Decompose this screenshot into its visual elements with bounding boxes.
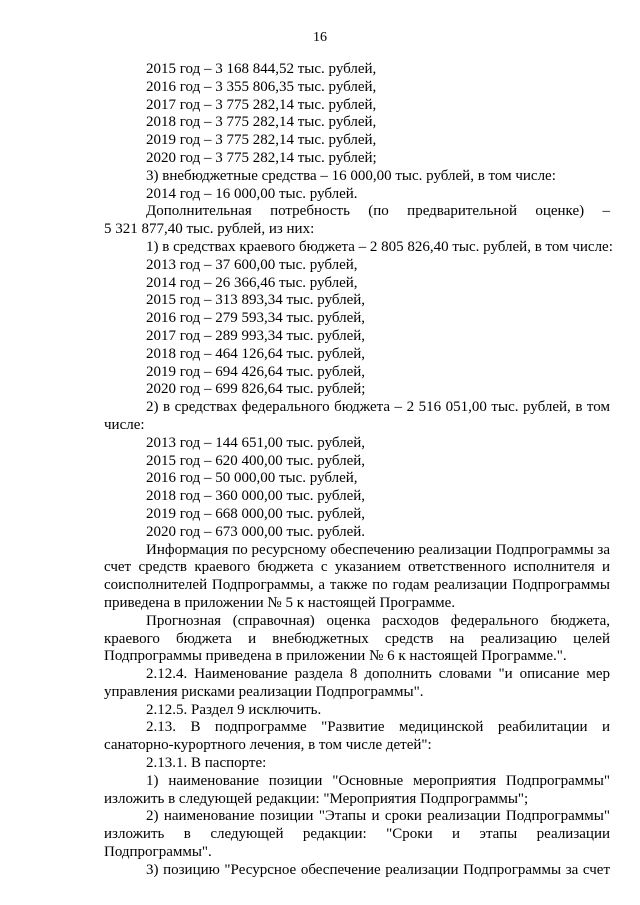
regional-year-line: 2020 год – 699 826,64 тыс. рублей; — [146, 381, 366, 398]
regional-year-line: 2017 год – 289 993,34 тыс. рублей, — [146, 327, 366, 344]
regional-year-line: 2019 год – 694 426,64 тыс. рублей, — [146, 363, 366, 380]
regional-budget-heading: 1) в средствах краевого бюджета – 2 805 826,40 тыс. рублей, в том числе: — [146, 238, 613, 255]
info-resource-paragraph: Информация по ресурсному обеспечению реализации Подпрограммы за счет средств краевого бюджета с указанием ответственного исполнителя и соисполнителей Подпрограммы, а также по годам реализации Подпрограммы приведена в приложении № 5 к настоящей Программе. — [104, 541, 610, 611]
point-3: 3) позицию "Ресурсное обеспечение реализации Подпрограммы за счет — [146, 861, 610, 878]
federal-year-line: 2020 год – 673 000,00 тыс. рублей. — [146, 523, 366, 540]
item-2-12-4: 2.12.4. Наименование раздела 8 дополнить словами "и описание мер управления рисками реализации Подпрограммы". — [104, 666, 610, 700]
federal-year-line: 2019 год – 668 000,00 тыс. рублей, — [146, 505, 366, 522]
regional-year-line: 2015 год – 313 893,34 тыс. рублей, — [146, 292, 366, 309]
forecast-paragraph: Прогнозная (справочная) оценка расходов федерального бюджета, краевого бюджета и внебюджетных средств на реализацию целей Подпрограммы приведена в приложении № 6 к настоящей Программе.". — [104, 612, 610, 665]
document-body — [104, 61, 613, 880]
text-line: 2019 год – 3 775 282,14 тыс. рублей, — [146, 132, 377, 149]
point-2: 2) наименование позиции "Этапы и сроки реализации Подпрограммы" изложить в следующей редакции: "Сроки и этапы реализации Подпрограммы". — [104, 808, 610, 861]
federal-year-line: 2015 год – 620 400,00 тыс. рублей, — [146, 452, 366, 469]
text-line: 2020 год – 3 775 282,14 тыс. рублей; — [146, 149, 377, 166]
text-line: 2014 год – 16 000,00 тыс. рублей. — [146, 185, 358, 202]
item-2-13: 2.13. В подпрограмме "Развитие медицинской реабилитации и санаторно-курортного лечения, в том числе детей": — [104, 719, 610, 754]
text-line: 2017 год – 3 775 282,14 тыс. рублей, — [146, 96, 377, 113]
text-line: 2016 год – 3 355 806,35 тыс. рублей, — [146, 78, 377, 95]
regional-year-line: 2014 год – 26 366,46 тыс. рублей, — [146, 274, 358, 291]
federal-year-line: 2013 год – 144 651,00 тыс. рублей, — [146, 434, 366, 451]
page-number: 16 — [313, 30, 327, 45]
text-line: 2018 год – 3 775 282,14 тыс. рублей, — [146, 114, 377, 131]
additional-need-total: 5 321 877,40 тыс. рублей, из них: — [104, 221, 315, 238]
point-1: 1) наименование позиции "Основные мероприятия Подпрограммы" изложить в следующей редакции: "Мероприятия Подпрограммы"; — [104, 772, 610, 807]
federal-year-line: 2018 год – 360 000,00 тыс. рублей, — [146, 488, 366, 505]
additional-need-heading: Дополнительная потребность (по предварительной оценке) – — [146, 203, 610, 220]
regional-year-line: 2016 год – 279 593,34 тыс. рублей, — [146, 310, 366, 327]
regional-year-line: 2013 год – 37 600,00 тыс. рублей, — [146, 256, 358, 273]
regional-year-line: 2018 год – 464 126,64 тыс. рублей, — [146, 345, 366, 362]
text-line: 2015 год – 3 168 844,52 тыс. рублей, — [146, 61, 377, 77]
item-2-13-1: 2.13.1. В паспорте: — [146, 755, 267, 772]
federal-budget-heading: 2) в средствах федерального бюджета – 2 516 051,00 тыс. рублей, в том числе: — [104, 399, 610, 433]
item-2-12-5: 2.12.5. Раздел 9 исключить. — [146, 701, 322, 718]
federal-year-line: 2016 год – 50 000,00 тыс. рублей, — [146, 470, 358, 487]
text-line: 3) внебюджетные средства – 16 000,00 тыс. рублей, в том числе: — [146, 167, 556, 184]
